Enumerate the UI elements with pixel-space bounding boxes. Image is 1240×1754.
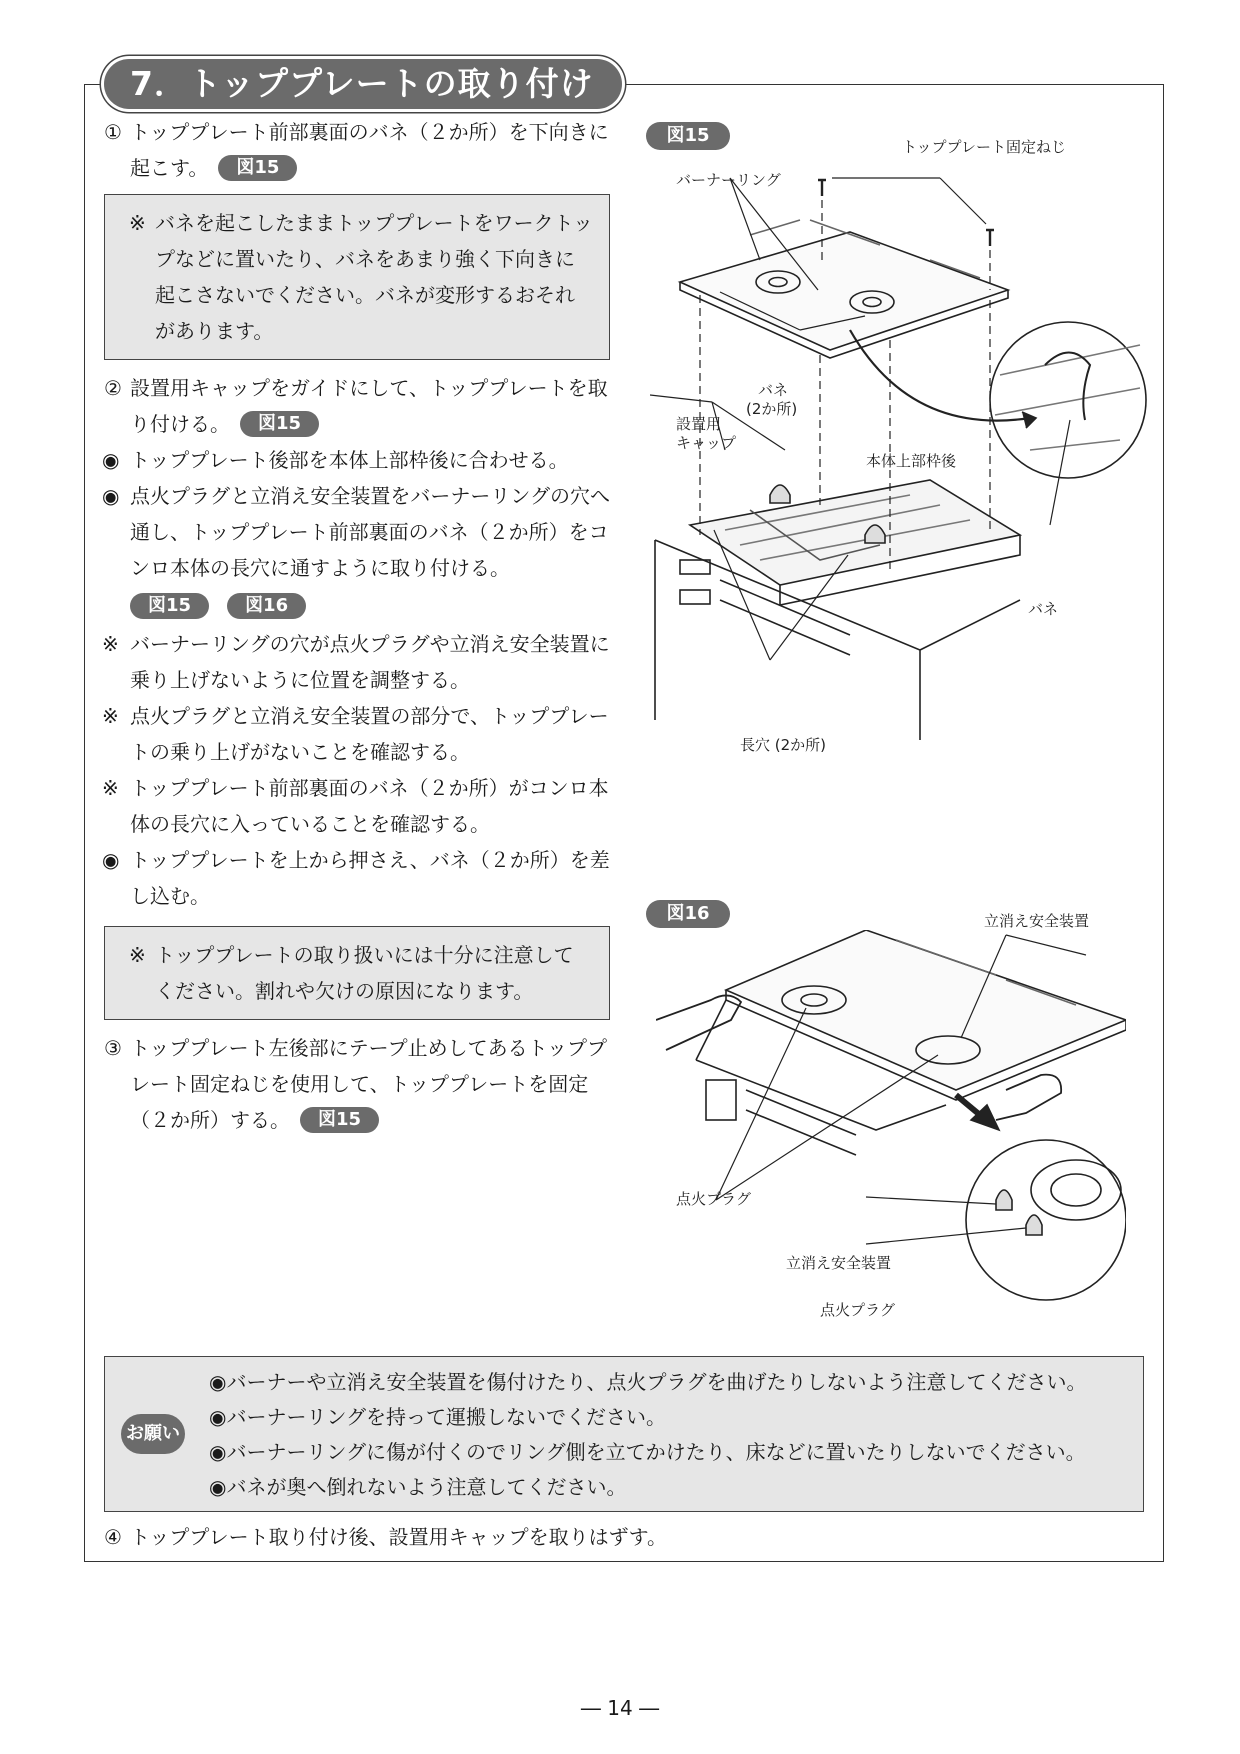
fig15-label-cap-2: キャップ	[676, 434, 737, 452]
bullet-item: ※ トッププレート前部裏面のバネ（２か所）がコンロ本体の長穴に入っていることを確認する。	[102, 776, 609, 836]
bullet-item: ◉ 点火プラグと立消え安全装置をバーナーリングの穴へ通し、トッププレート前部裏面のバネ（２か所）をコンロ本体の長穴に通すように取り付ける。	[102, 484, 610, 580]
note-marker: ※	[129, 211, 146, 235]
figure-15-badge: 図15	[646, 122, 730, 150]
request-badge: お願い	[121, 1414, 185, 1454]
step-marker: ①	[104, 120, 122, 144]
caution-note	[104, 926, 610, 1020]
step-text: トッププレート前部裏面のバネ（２か所）を下向きに起こす。	[130, 120, 609, 180]
fig15-label-cap-1: 設置用	[676, 415, 722, 433]
fig15-label-spring: バネ	[758, 381, 789, 399]
page-number: ― 14 ―	[580, 1696, 660, 1720]
figure-refs-row	[100, 588, 610, 624]
note-text: バネを起こしたままトッププレートをワークトップなどに置いたり、バネをあまり強く下向きに起こさないでください。バネが変形するおそれがあります。	[155, 211, 593, 343]
fig15-label-screw: トッププレート固定ねじ	[902, 138, 1066, 156]
step-3	[100, 1030, 610, 1138]
fig16-label-igniter: 点火プラグ	[676, 1190, 752, 1208]
fig15-label-frame: 本体上部枠後	[866, 452, 957, 470]
step-2	[100, 370, 610, 442]
fig15-label-ring: バーナーリング	[676, 171, 781, 189]
request-box	[104, 1356, 1144, 1512]
note-marker: ※	[129, 943, 146, 967]
step-marker: ②	[104, 376, 122, 400]
figure-ref-badge: 図16	[227, 593, 306, 619]
fig16-label-safety: 立消え安全装置	[984, 912, 1090, 930]
caution-note	[104, 194, 610, 360]
step-text: トッププレート左後部にテープ止めしてあるトッププレート固定ねじを使用して、トッププレートを固定（２か所）する。	[130, 1036, 607, 1132]
step-marker: ③	[104, 1036, 122, 1060]
step-marker: ④	[104, 1525, 122, 1549]
request-list	[209, 1365, 1086, 1505]
bullet-item: ※ バーナーリングの穴が点火プラグや立消え安全装置に乗り上げないように位置を調整する。	[102, 632, 610, 692]
instructions-column	[100, 114, 610, 1138]
step-1	[100, 114, 610, 186]
step-text: 設置用キャップをガイドにして、トッププレートを取り付ける。	[130, 376, 608, 436]
request-item: ◉バーナーリングに傷が付くのでリング側を立てかけたり、床などに置いたりしないでください。	[209, 1440, 1086, 1464]
bullet-item: ◉ トッププレート後部を本体上部枠後に合わせる。	[102, 448, 569, 472]
fig15-label-slot: 長穴 (2か所)	[740, 736, 827, 754]
figure-16-badge: 図16	[646, 900, 730, 928]
bullet-item: ◉ トッププレートを上から押さえ、バネ（２か所）を差し込む。	[102, 848, 610, 908]
request-item: ◉バーナーや立消え安全装置を傷付けたり、点火プラグを曲げたりしないよう注意してください。	[209, 1370, 1087, 1394]
note-text: トッププレートの取り扱いには十分に注意してください。割れや欠けの原因になります。	[155, 943, 574, 1003]
step-text: トッププレート取り付け後、設置用キャップを取りはずす。	[130, 1525, 667, 1549]
step-4	[100, 1519, 667, 1555]
figure-ref-badge: 図15	[300, 1107, 379, 1133]
fig15-label-spring-count: (2か所)	[746, 400, 798, 418]
request-item: ◉バーナーリングを持って運搬しないでください。	[209, 1405, 667, 1429]
fig15-label-spring-detail: バネ	[1028, 600, 1059, 618]
figure-ref-badge: 図15	[218, 155, 297, 181]
bullet-item: ※ 点火プラグと立消え安全装置の部分で、トッププレートの乗り上げがないことを確認する。	[102, 704, 609, 764]
request-item: ◉バネが奥へ倒れないよう注意してください。	[209, 1475, 627, 1499]
figure-ref-badge: 図15	[240, 411, 319, 437]
fig16-label-igniter-detail: 点火プラグ	[820, 1301, 896, 1319]
fig16-label-safety-detail: 立消え安全装置	[786, 1254, 892, 1272]
section-title: 7．トッププレートの取り付け	[104, 59, 622, 109]
figure-ref-badge: 図15	[130, 593, 209, 619]
